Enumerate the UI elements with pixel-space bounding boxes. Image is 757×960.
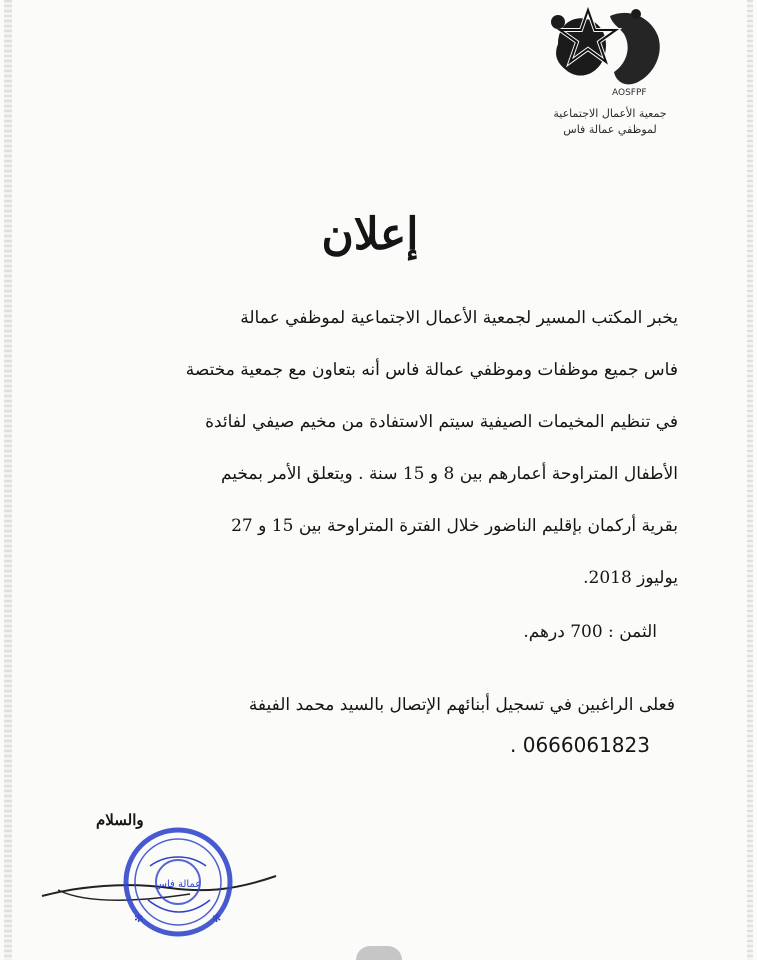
price-line: الثمن : 700 درهم. bbox=[523, 622, 657, 642]
body-line-6: يوليوز 2018. bbox=[583, 568, 678, 588]
contact-line: فعلى الراغبين في تسجيل أبنائهم الإتصال بالسيد محمد الفيفة bbox=[248, 695, 675, 715]
closing-salutation: والسلام bbox=[96, 811, 144, 829]
body-line-2: فاس جميع موظفات وموظفي عمالة فاس أنه بتعاون مع جمعية مختصة bbox=[185, 360, 678, 380]
page-corner-shadow bbox=[356, 946, 402, 960]
svg-text:عمالة فاس: عمالة فاس bbox=[154, 879, 202, 890]
org-name-line-2: لموظفي عمالة فاس bbox=[563, 123, 657, 136]
phone-number: 0666061823 . bbox=[510, 733, 650, 757]
organization-name bbox=[540, 106, 680, 138]
official-stamp-icon bbox=[40, 824, 280, 960]
org-name-line-1: جمعية الأعمال الاجتماعية bbox=[553, 107, 667, 120]
announcement-title: إعلان bbox=[321, 209, 419, 260]
body-line-1: يخبر المكتب المسير لجمعية الأعمال الاجتماعية لموظفي عمالة bbox=[240, 308, 678, 328]
svg-text:AOSFPF: AOSFPF bbox=[612, 88, 647, 98]
left-paper-border bbox=[4, 0, 12, 960]
association-logo-icon bbox=[540, 4, 670, 100]
right-paper-border bbox=[747, 0, 753, 960]
announcement-body bbox=[110, 292, 678, 604]
svg-text:✻: ✻ bbox=[134, 912, 144, 925]
svg-text:✻: ✻ bbox=[212, 912, 222, 925]
body-line-4: الأطفال المتراوحة أعمارهم بين 8 و 15 سنة . ويتعلق الأمر بمخيم bbox=[220, 464, 678, 484]
body-line-3: في تنظيم المخيمات الصيفية سيتم الاستفادة من مخيم صيفي لفائدة bbox=[205, 412, 678, 432]
body-line-5: بقرية أركمان بإقليم الناضور خلال الفترة المتراوحة بين 15 و 27 bbox=[231, 516, 678, 536]
